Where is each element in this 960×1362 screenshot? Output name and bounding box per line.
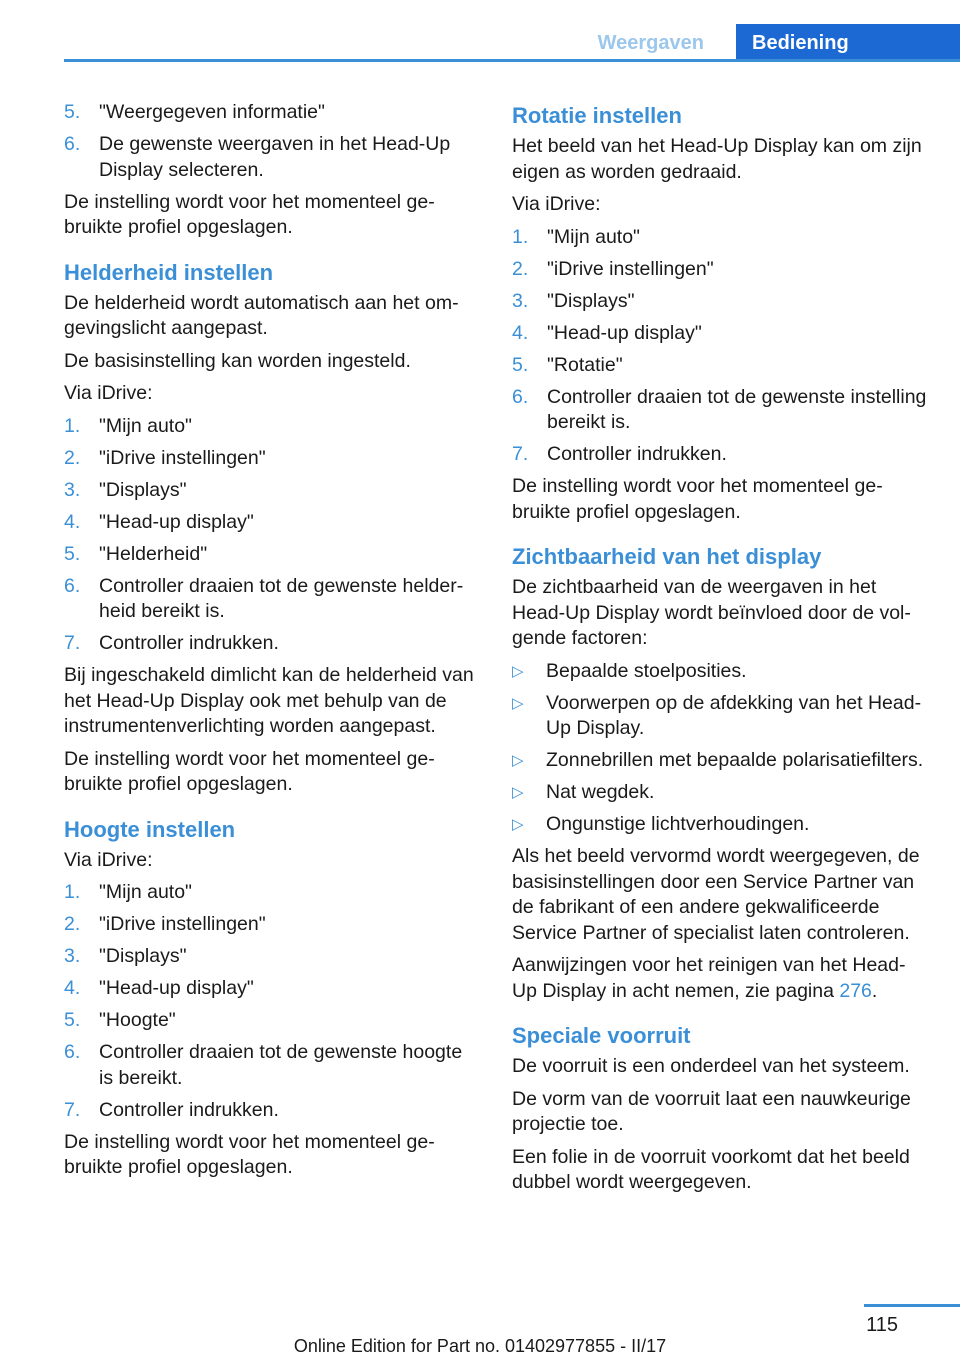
list-number: 3. — [512, 289, 529, 312]
paragraph: De voorruit is een onderdeel van het systeem. — [512, 1055, 910, 1077]
list-number: 7. — [64, 632, 81, 654]
list-number: 4. — [512, 321, 529, 344]
list-item — [64, 944, 480, 970]
left-column — [64, 100, 480, 1188]
list-item — [512, 257, 928, 283]
list-item — [64, 631, 480, 657]
list-number: 5. — [64, 101, 81, 123]
list-number: 1. — [64, 881, 81, 903]
list-top — [64, 100, 480, 183]
paragraph: Het beeld van het Head-Up Display kan om zijn eigen as worden gedraaid. — [512, 135, 922, 183]
list-number: 5. — [512, 353, 529, 376]
list-text: "Head-up display" — [547, 321, 702, 344]
heading-hoogte: Hoogte instellen — [64, 816, 236, 842]
paragraph: De basisinstelling kan worden ingesteld. — [64, 349, 411, 372]
tab-weergaven[interactable]: Weergaven — [597, 32, 704, 54]
list-text: Ongunstige lichtverhoudingen. — [546, 813, 810, 835]
list-item — [64, 478, 480, 504]
list-item — [64, 976, 480, 1002]
header-rule — [64, 59, 960, 62]
paragraph — [512, 953, 928, 1004]
triangle-bullet-icon: ▷ — [512, 816, 524, 833]
triangle-bullet-icon: ▷ — [512, 662, 524, 680]
paragraph: Via iDrive: — [64, 382, 153, 404]
list-text: "Mijn auto" — [99, 881, 192, 903]
list-text: "Head-up display" — [99, 510, 254, 533]
list-item — [64, 1008, 480, 1034]
list-text: De gewenste weergaven in het Head-Up Display selecteren. — [99, 133, 451, 181]
list-number: 1. — [512, 225, 529, 248]
list-number: 6. — [64, 1041, 81, 1063]
list-number: 2. — [64, 446, 81, 469]
list-item — [64, 574, 480, 625]
paragraph: Via iDrive: — [64, 848, 153, 871]
page-number: 115 — [866, 1314, 898, 1336]
list-text: "Displays" — [547, 289, 635, 312]
list-number: 4. — [64, 977, 81, 999]
heading-helderheid: Helderheid instellen — [64, 259, 274, 285]
list-item — [64, 414, 480, 440]
list-item — [512, 225, 928, 251]
list-number: 2. — [64, 913, 81, 935]
list-number: 5. — [64, 542, 81, 565]
list-item — [64, 132, 480, 183]
list-zichtbaarheid — [512, 659, 928, 838]
heading-speciale-voorruit: Speciale voorruit — [512, 1023, 691, 1048]
list-number: 6. — [512, 385, 529, 408]
paragraph: Bij ingeschakeld dimlicht kan de helderheid van het Head-Up Display ook met behulp van de instrumentenverlichting worden aangepast. — [64, 664, 474, 737]
list-item — [512, 659, 928, 685]
list-item — [64, 542, 480, 568]
list-hoogte — [64, 880, 480, 1123]
tab-bediening[interactable]: Bediening — [736, 24, 960, 62]
list-text: Controller indrukken. — [547, 443, 727, 465]
list-item — [512, 289, 928, 315]
list-text: "Mijn auto" — [547, 225, 640, 248]
list-helderheid — [64, 414, 480, 657]
list-text: Bepaalde stoelposities. — [546, 659, 747, 682]
list-item — [512, 748, 928, 774]
heading-zichtbaarheid: Zichtbaarheid van het display — [512, 544, 822, 569]
list-item — [64, 100, 480, 126]
list-item — [64, 880, 480, 906]
paragraph: De vorm van de voorruit laat een nauwkeurige projectie toe. — [512, 1087, 911, 1135]
list-number: 3. — [64, 478, 81, 501]
triangle-bullet-icon: ▷ — [512, 694, 524, 712]
list-text: "Mijn auto" — [99, 414, 192, 437]
list-text: Zonnebrillen met bepaalde polarisatiefilters. — [546, 749, 924, 771]
list-text: "Head-up display" — [99, 977, 254, 999]
paragraph: De instelling wordt voor het momenteel gebruikte profiel opgeslagen. — [64, 1130, 435, 1178]
list-item — [64, 446, 480, 472]
list-text: "Hoogte" — [99, 1009, 176, 1031]
list-text: Controller draaien tot de gewenste instelling bereikt is. — [547, 385, 927, 433]
footer-rule — [864, 1304, 960, 1307]
edition-footer: Online Edition for Part no. 01402977855 - II/17 — [293, 1336, 667, 1356]
list-number: 6. — [64, 133, 81, 155]
list-item — [512, 691, 928, 742]
list-text: Controller draaien tot de gewenste helderheid bereikt is. — [99, 574, 464, 622]
paragraph: Als het beeld vervormd wordt weergegeven, de basisinstellingen door een Service Partner van de fabrikant of een andere gekwalificeerde Service Partner of specialist laten controleren. — [512, 845, 920, 944]
paragraph: De instelling wordt voor het momenteel gebruikte profiel opgeslagen. — [512, 475, 883, 523]
paragraph: Een folie in de voorruit voorkomt dat het beeld dubbel wordt weergegeven. — [512, 1145, 910, 1193]
page-header — [64, 24, 960, 62]
list-number: 7. — [512, 443, 529, 465]
list-text: Controller indrukken. — [99, 632, 279, 654]
list-number: 2. — [512, 257, 529, 280]
list-item — [512, 321, 928, 347]
paragraph: De instelling wordt voor het momenteel gebruikte profiel opgeslagen. — [64, 747, 435, 795]
triangle-bullet-icon: ▷ — [512, 752, 524, 769]
list-text: Voorwerpen op de afdekking van het Head-Up Display. — [546, 691, 922, 739]
list-number: 6. — [64, 574, 81, 597]
list-item — [512, 780, 928, 806]
list-text: "Rotatie" — [547, 353, 623, 376]
list-text: Nat wegdek. — [546, 781, 655, 803]
list-text: "Weergegeven informatie" — [99, 101, 325, 123]
list-text: "Helderheid" — [99, 542, 208, 565]
list-item — [64, 1098, 480, 1124]
heading-rotatie: Rotatie instellen — [512, 103, 682, 128]
list-item — [64, 912, 480, 938]
list-number: 5. — [64, 1009, 81, 1031]
list-item — [512, 353, 928, 379]
triangle-bullet-icon: ▷ — [512, 784, 524, 801]
paragraph-text: Aanwijzingen voor het reinigen van het Head-Up Display in acht nemen, zie pagina — [512, 954, 906, 1002]
paragraph-end: . — [871, 979, 878, 1002]
list-number: 1. — [64, 414, 81, 437]
list-item — [64, 1040, 480, 1091]
paragraph: De instelling wordt voor het momenteel gebruikte profiel opgeslagen. — [64, 190, 435, 238]
paragraph: Via iDrive: — [512, 193, 601, 215]
paragraph: De zichtbaarheid van de weergaven in het Head-Up Display wordt beïnvloed door de volgende factoren: — [512, 576, 911, 649]
list-item — [512, 812, 928, 838]
list-text: "Displays" — [99, 945, 187, 967]
page-link-276[interactable]: 276 — [839, 979, 872, 1002]
list-text: "iDrive instellingen" — [99, 446, 266, 469]
list-number: 3. — [64, 945, 81, 967]
list-item — [64, 510, 480, 536]
right-column — [512, 100, 928, 1203]
list-text: Controller draaien tot de gewenste hoogte is bereikt. — [99, 1041, 463, 1089]
list-text: "iDrive instellingen" — [547, 257, 714, 280]
list-text: Controller indrukken. — [99, 1098, 279, 1121]
list-text: "Displays" — [99, 478, 187, 501]
list-item — [512, 385, 928, 436]
list-rotatie — [512, 225, 928, 468]
list-item — [512, 442, 928, 468]
paragraph: De helderheid wordt automatisch aan het omgevingslicht aangepast. — [64, 291, 459, 339]
list-number: 4. — [64, 510, 81, 533]
list-number: 7. — [64, 1098, 81, 1121]
list-text: "iDrive instellingen" — [99, 913, 266, 935]
